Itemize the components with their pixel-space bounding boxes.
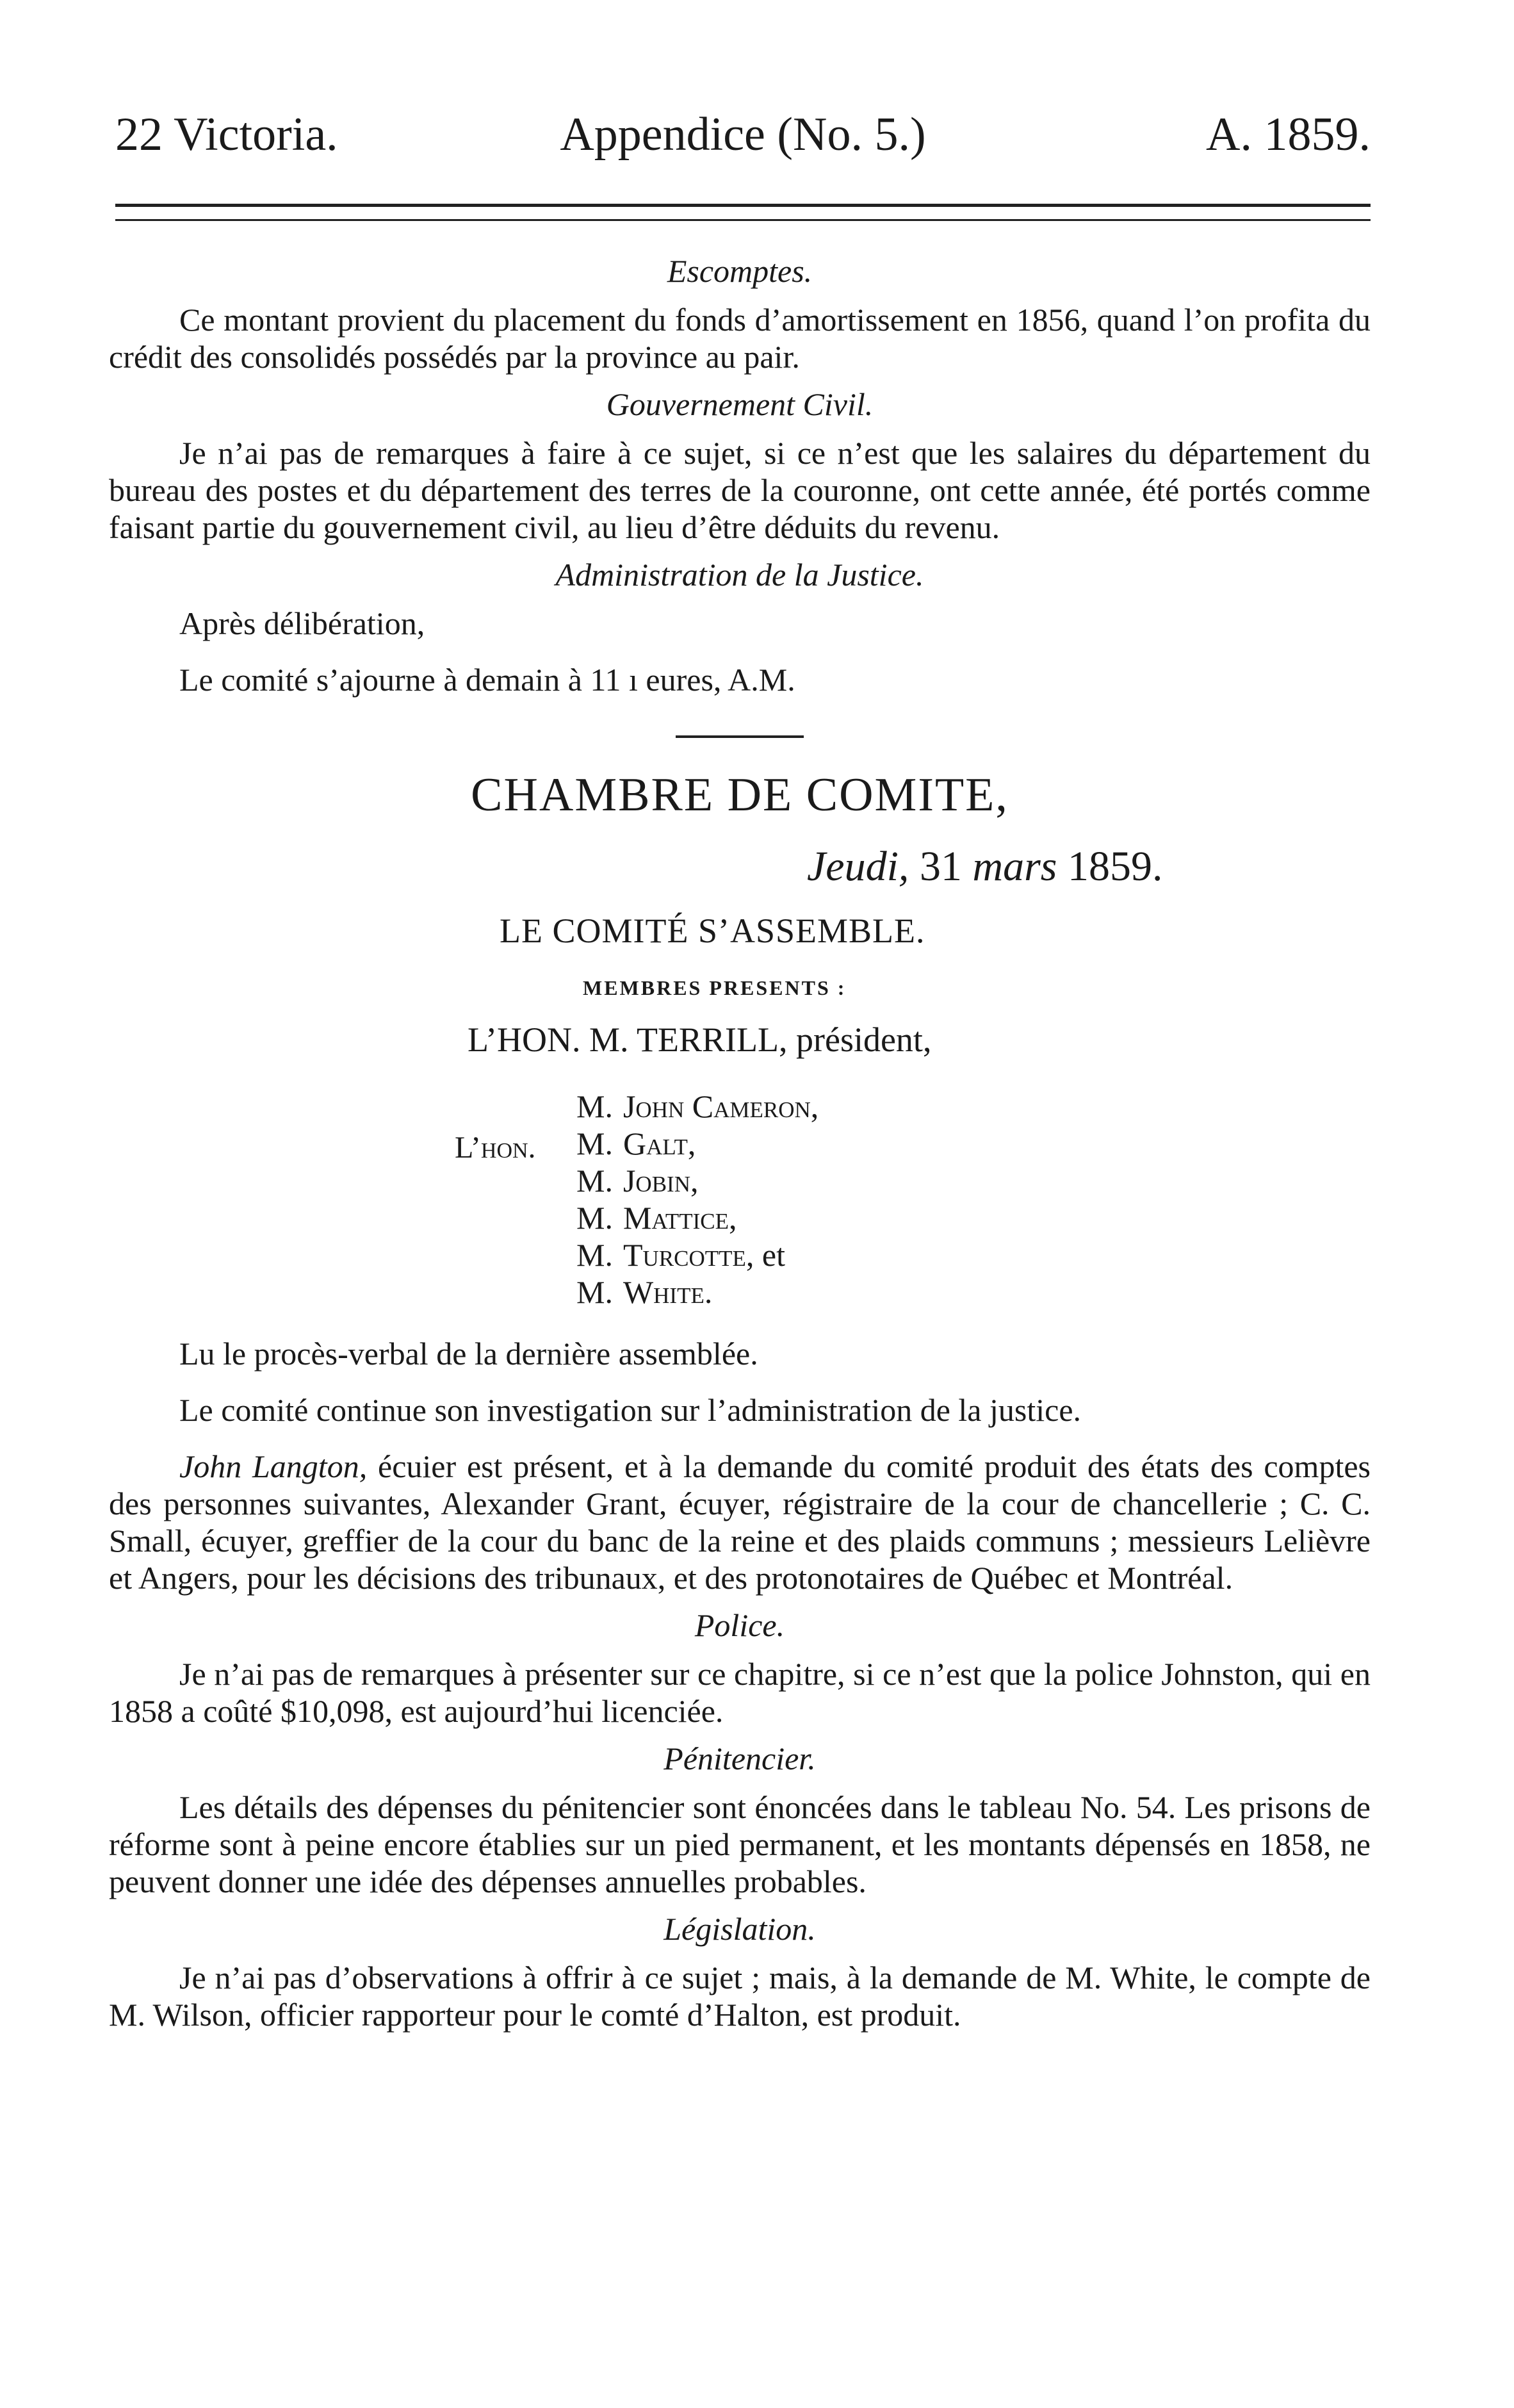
paragraph-police: Je n’ai pas de remarques à présenter sur ce chapitre, si ce n’est que la police Johnston, qui en 1858 a coûté $10,098, est aujourd’hui licenciée. (109, 1656, 1371, 1729)
membres-presents-label: MEMBRES PRESENTS : (583, 976, 847, 999)
member-names (576, 1088, 818, 1311)
paragraph-gouvernement-civil: Je n’ai pas de remarques à faire à ce sujet, si ce n’est que les salaires du département du bureau des postes et du département des terres de la couronne, ont cette année, été portés comme faisant partie du gouvernement civil, au lieu d’être déduits du revenu. (109, 435, 1371, 545)
header-rule-thick (115, 204, 1371, 207)
langton-text: écuier est présent, et à la demande du comité produit des états des comptes des personnes suivantes, Alexander Grant, écuyer, régistraire de la cour de chancellerie ; C. C. Small, écuyer, greffier de la cour du banc de la reine et des plaids communs ; messieurs Lelièvre et Angers, pour les décisions des tribunaux, et des protonotaires de Québec et Montréal. (109, 1448, 1371, 1596)
heading-penitencier: Pénitencier. (663, 1740, 816, 1776)
apres-deliberation: Après délibération, (179, 605, 425, 641)
member-item: M. White. (576, 1274, 713, 1310)
heading-police: Police. (694, 1607, 785, 1643)
heading-gouvernement-civil: Gouvernement Civil. (606, 386, 874, 422)
member-name: Jobin, (623, 1163, 699, 1199)
date-daynum: 31 (919, 843, 962, 890)
header-appendix: Appendice (No. 5.) (560, 108, 926, 161)
paragraph-penitencier: Les détails des dépenses du pénitencier sont énoncées dans le tableau No. 54. Les prisons de réforme sont à peine encore établies sur un pied permanent, et les montants dépensés en 1858, ne peuvent donner une idée des dépenses annuelles probables. (109, 1789, 1371, 1899)
header-year: A. 1859. (1206, 108, 1371, 161)
ajournement: Le comité s’ajourne à demain à 11 ı eures, A.M. (179, 662, 795, 698)
president-line: L’HON. M. TERRILL, président, (468, 1020, 932, 1059)
comite-assemble: LE COMITÉ S’ASSEMBLE. (500, 912, 925, 950)
date-month: mars (972, 843, 1057, 890)
member-name: Mattice, (623, 1200, 737, 1236)
member-name: John Cameron, (623, 1088, 819, 1124)
running-header (115, 108, 1371, 178)
date-year: 1859. (1067, 843, 1163, 890)
member-name: Turcotte, (623, 1237, 754, 1273)
heading-escomptes: Escomptes. (667, 253, 813, 289)
chambre-de-comite-title: CHAMBRE DE COMITE, (471, 769, 1009, 821)
heading-administration-justice: Administration de la Justice. (555, 557, 924, 593)
header-rule-thin (115, 219, 1371, 221)
investigation-line: Le comité continue son investigation sur l’administration de la justice. (179, 1392, 1082, 1428)
member-item: M. Jobin, (576, 1163, 699, 1199)
paragraph-langton (109, 1448, 1371, 1596)
member-item: M. Mattice, (576, 1200, 737, 1236)
members-list (109, 1088, 1371, 1309)
paragraph-legislation: Je n’ai pas d’observations à offrir à ce sujet ; mais, à la demande de M. White, le compte de M. Wilson, officier rapporteur pour le comté d’Halton, est produit. (109, 1960, 1371, 2033)
member-name: White. (623, 1274, 713, 1310)
paragraph-escomptes: Ce montant provient du placement du fonds d’amortissement en 1856, quand l’on profita du crédit des consolidés possédés par la province au pair. (109, 302, 1371, 375)
proces-verbal-line: Lu le procès-verbal de la dernière assemblée. (179, 1336, 758, 1372)
section-divider (676, 735, 804, 738)
member-item: M. Galt, (576, 1126, 696, 1161)
date-day: Jeudi, (807, 843, 909, 890)
lhon-prefix: L’hon. (455, 1131, 536, 1165)
member-item: M. Turcotte, et (576, 1237, 785, 1273)
heading-legislation: Législation. (663, 1911, 816, 1947)
member-item: M. John Cameron, (576, 1088, 819, 1124)
langton-name: John Langton, (179, 1448, 368, 1484)
meeting-date (807, 843, 1371, 890)
member-name: Galt, (623, 1126, 696, 1161)
header-session: 22 Victoria. (115, 108, 338, 161)
page-body (109, 255, 1371, 2046)
